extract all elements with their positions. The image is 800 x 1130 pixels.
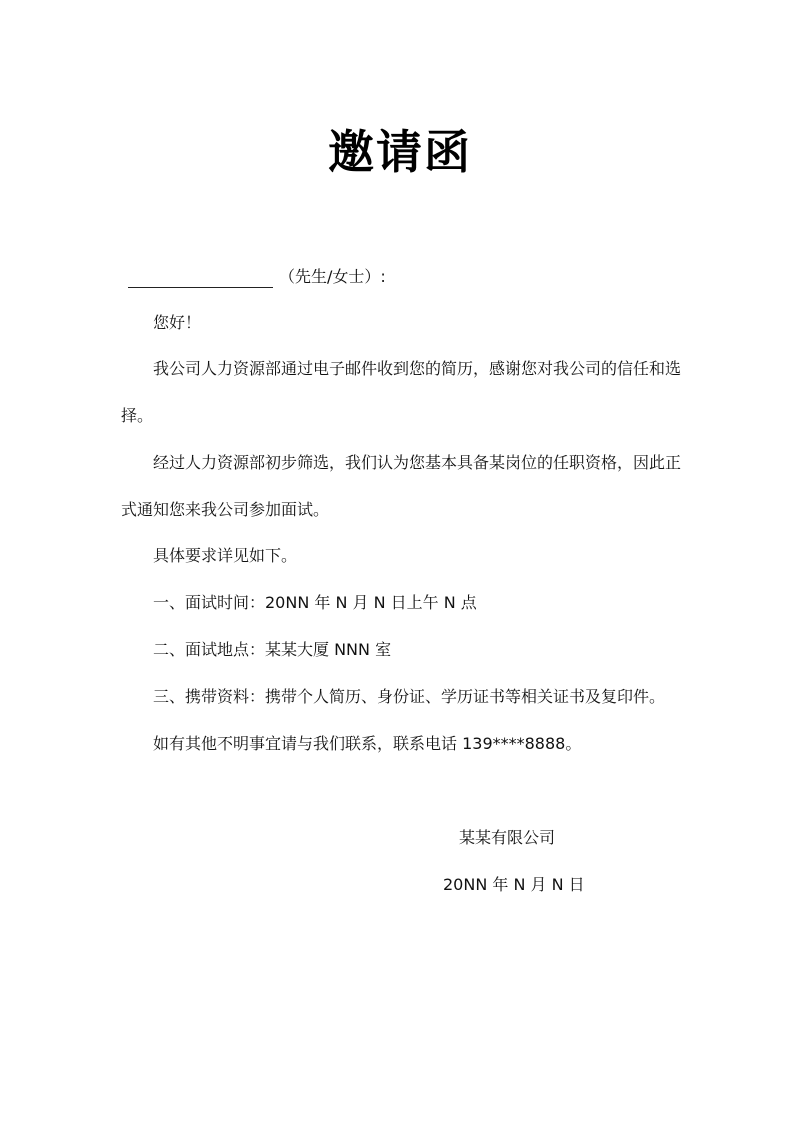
item-materials: 三、携带资料：携带个人简历、身份证、学历证书等相关证书及复印件。 <box>153 687 666 706</box>
item-interview-location: 二、面试地点：某某大厦 NNN 室 <box>153 640 392 659</box>
letter-title: 邀请函 <box>328 125 472 179</box>
details-intro: 具体要求详见如下。 <box>153 546 298 565</box>
paragraph-2-line-1: 经过人力资源部初步筛选，我们认为您基本具备某岗位的任职资格，因此正 <box>153 453 682 472</box>
paragraph-2-line-2: 式通知您来我公司参加面试。 <box>121 500 330 519</box>
name-blank-line <box>128 267 273 288</box>
paragraph-1-line-1: 我公司人力资源部通过电子邮件收到您的简历，感谢您对我公司的信任和选 <box>153 359 682 378</box>
greeting: 您好！ <box>153 313 202 332</box>
company-signature: 某某有限公司 <box>459 828 556 847</box>
letter-date: 20NN 年 N 月 N 日 <box>443 875 585 894</box>
item-interview-time: 一、面试时间：20NN 年 N 月 N 日上午 N 点 <box>153 593 477 612</box>
contact-line: 如有其他不明事宜请与我们联系，联系电话 139****8888。 <box>153 734 582 753</box>
salutation-suffix: （先生/女士）: <box>279 267 386 286</box>
paragraph-1-line-2: 择。 <box>121 406 154 425</box>
salutation-line <box>128 262 386 288</box>
